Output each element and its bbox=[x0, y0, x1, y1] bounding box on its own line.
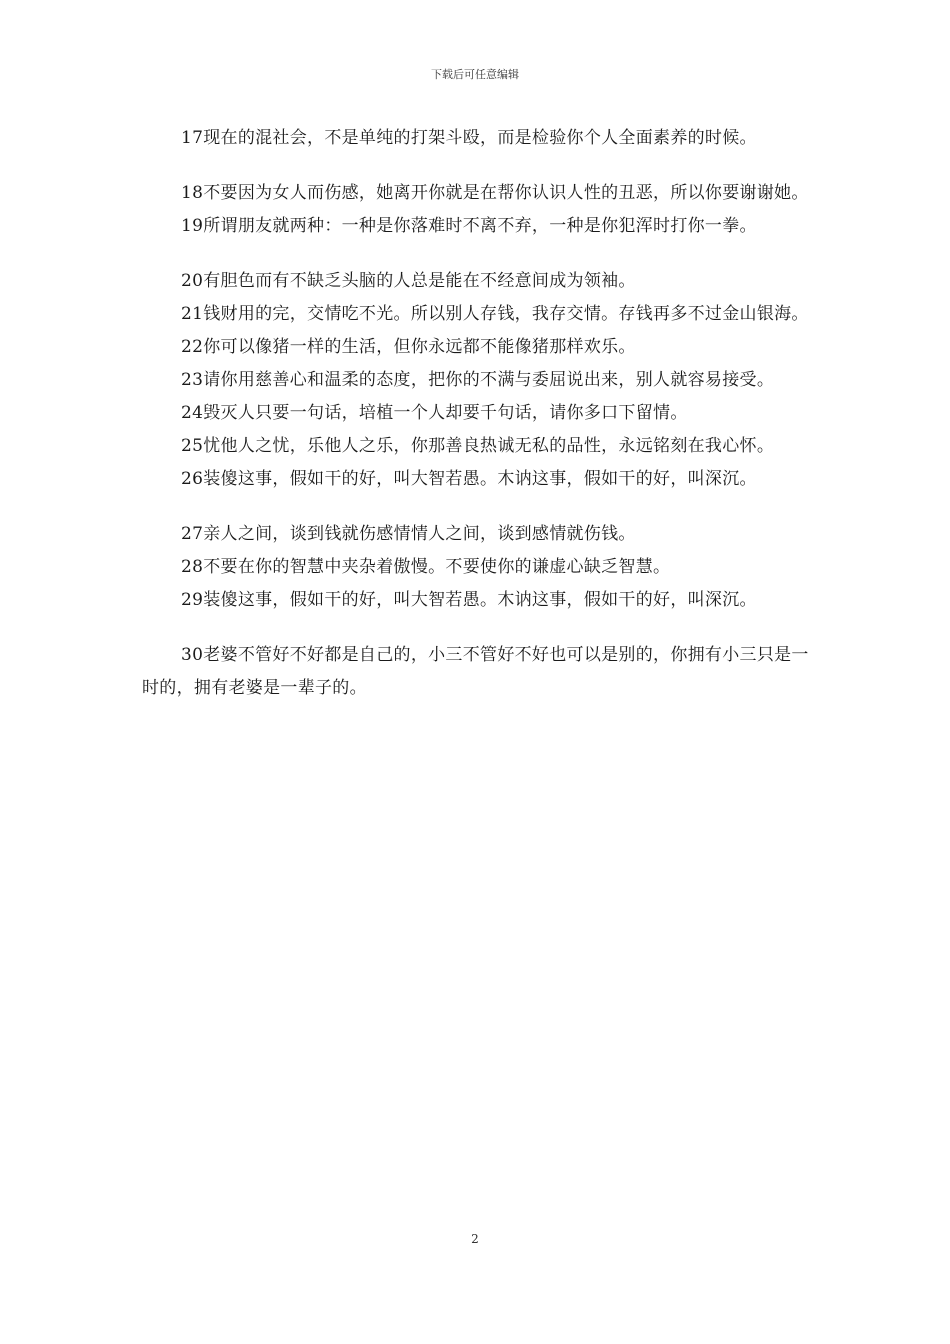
paragraph-24: 24毁灭人只要一句话，培植一个人却要千句话，请你多口下留情。 bbox=[181, 403, 688, 423]
paragraph-29: 29装傻这事，假如干的好，叫大智若愚。木讷这事，假如干的好，叫深沉。 bbox=[181, 590, 757, 610]
paragraph-27: 27亲人之间，谈到钱就伤感情情人之间，谈到感情就伤钱。 bbox=[181, 524, 636, 544]
paragraph-25: 25忧他人之忧，乐他人之乐，你那善良热诚无私的品性，永远铭刻在我心怀。 bbox=[181, 436, 775, 456]
paragraph-17: 17现在的混社会，不是单纯的打架斗殴，而是检验你个人全面素养的时候。 bbox=[181, 128, 757, 148]
paragraph-28: 28不要在你的智慧中夹杂着傲慢。不要使你的谦虚心缺乏智慧。 bbox=[181, 557, 671, 577]
paragraph-20: 20有胆色而有不缺乏头脑的人总是能在不经意间成为领袖。 bbox=[181, 271, 636, 291]
paragraph-26: 26装傻这事，假如干的好，叫大智若愚。木讷这事，假如干的好，叫深沉。 bbox=[181, 469, 757, 489]
paragraph-30: 30老婆不管好不好都是自己的，小三不管好不好也可以是别的，你拥有小三只是一时的，拥有老婆是一辈子的。 bbox=[142, 645, 809, 698]
paragraph-21: 21钱财用的完，交情吃不光。所以别人存钱，我存交情。存钱再多不过金山银海。 bbox=[181, 304, 809, 324]
page-number: 2 bbox=[471, 1232, 479, 1246]
page-header: 下载后可任意编辑 bbox=[431, 68, 519, 81]
paragraph-22: 22你可以像猪一样的生活，但你永远都不能像猪那样欢乐。 bbox=[181, 337, 636, 357]
paragraph-18: 18不要因为女人而伤感，她离开你就是在帮你认识人性的丑恶，所以你要谢谢她。 bbox=[181, 183, 809, 203]
paragraph-23: 23请你用慈善心和温柔的态度，把你的不满与委屈说出来，别人就容易接受。 bbox=[181, 370, 775, 390]
document-body bbox=[142, 122, 822, 705]
paragraph-19: 19所谓朋友就两种：一种是你落难时不离不弃，一种是你犯浑时打你一拳。 bbox=[181, 216, 757, 236]
